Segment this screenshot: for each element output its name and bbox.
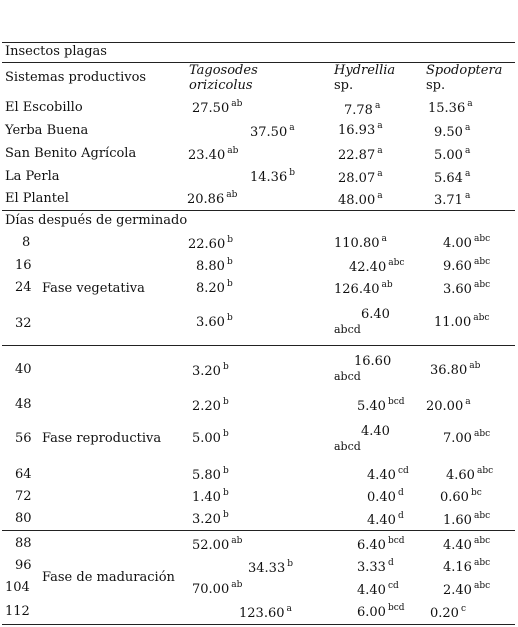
header-spodoptera: Spodoptera (426, 63, 503, 78)
system-name: La Perla (5, 169, 60, 184)
hydrellia-value: 5.40 $^{bcd}$ (357, 397, 405, 414)
rule-systems-end (2, 210, 515, 211)
tagosodes-value: 70.00 $^{ab}$ (192, 580, 243, 597)
spodoptera-value: 4.40 $^{abc}$ (443, 536, 491, 553)
hydrellia-value: 4.40 $^d$ (367, 511, 404, 528)
header-spodoptera-sp: sp. (426, 78, 446, 93)
system-name: Yerba Buena (5, 123, 89, 138)
tagosodes-value: 27.50 $^{ab}$ (192, 99, 243, 116)
spodoptera-value: 3.71 $^a$ (434, 191, 471, 208)
spodoptera-value: 1.60 $^{abc}$ (443, 511, 491, 528)
day-number: 32 (15, 316, 32, 331)
day-number: 72 (15, 489, 32, 504)
header-orizicolus: orizicolus (189, 78, 253, 93)
day-number: 88 (15, 536, 32, 551)
tagosodes-value: 2.20 $^b$ (192, 397, 229, 414)
hydrellia-value: 6.40 $^{bcd}$ (357, 536, 405, 553)
tagosodes-value: 20.86 $^{ab}$ (187, 190, 238, 207)
hydrellia-value: 110.80 $^a$ (334, 234, 387, 251)
tagosodes-value: 5.00 $^b$ (192, 429, 229, 446)
tagosodes-value: 34.33 $^b$ (248, 559, 293, 576)
hydrellia-value: 6.00 $^{bcd}$ (357, 603, 405, 620)
spodoptera-value: 2.40 $^{abc}$ (443, 581, 491, 598)
tagosodes-value: 22.60 $^b$ (188, 235, 233, 252)
hydrellia-value: 0.40 $^d$ (367, 488, 404, 505)
day-number: 16 (15, 258, 32, 273)
hydrellia-value-stacked: 16.60 abcd (334, 354, 392, 383)
spodoptera-value: 0.60 $^{bc}$ (440, 488, 482, 505)
hydrellia-value-stacked: 4.40 abcd (334, 424, 390, 453)
day-number: 64 (15, 467, 32, 482)
hydrellia-value: 126.40 $^{ab}$ (334, 280, 393, 297)
hydrellia-value: 48.00 $^a$ (338, 191, 383, 208)
tagosodes-value: 14.36 $^b$ (250, 168, 295, 185)
phase-label-vegetativa: Fase vegetativa (42, 281, 145, 296)
phase-label-maduracion: Fase de maduración (42, 570, 175, 585)
tagosodes-value: 23.40 $^{ab}$ (188, 146, 239, 163)
day-number: 48 (15, 397, 32, 412)
tagosodes-value: 37.50 $^a$ (250, 123, 295, 140)
day-number: 24 (15, 280, 32, 295)
hydrellia-value: 3.33 $^d$ (357, 558, 394, 575)
phase-label-reproductiva: Fase reproductiva (42, 431, 162, 446)
rule-top (2, 42, 515, 43)
spodoptera-value: 11.00 $^{abc}$ (434, 313, 490, 330)
system-name: San Benito Agrícola (5, 146, 137, 161)
hydrellia-value: 7.78 $^a$ (344, 101, 381, 118)
hydrellia-value: 28.07 $^a$ (338, 169, 383, 186)
day-number: 8 (22, 235, 31, 250)
spodoptera-value: 4.16 $^{abc}$ (443, 558, 491, 575)
day-number: 104 (5, 580, 30, 595)
header-insectos: Insectos plagas (5, 44, 107, 59)
day-number: 112 (5, 604, 30, 619)
spodoptera-value: 5.00 $^a$ (434, 146, 471, 163)
day-number: 80 (15, 511, 32, 526)
spodoptera-value: 15.36 $^a$ (428, 99, 473, 116)
tagosodes-value: 52.00 $^{ab}$ (192, 536, 243, 553)
spodoptera-value: 7.00 $^{abc}$ (443, 429, 491, 446)
hydrellia-value: 42.40 $^{abc}$ (349, 258, 405, 275)
rule-bottom (2, 624, 515, 625)
hydrellia-value: 22.87 $^a$ (338, 146, 383, 163)
tagosodes-value: 8.20 $^b$ (196, 279, 233, 296)
hydrellia-value: 4.40 $^{cd}$ (367, 466, 409, 483)
tagosodes-value: 8.80 $^b$ (196, 257, 233, 274)
spodoptera-value: 3.60 $^{abc}$ (443, 280, 491, 297)
tagosodes-value: 5.80 $^b$ (192, 466, 229, 483)
tagosodes-value: 3.20 $^b$ (192, 510, 229, 527)
spodoptera-value: 5.64 $^a$ (434, 169, 471, 186)
header-hydrellia-sp: sp. (334, 78, 354, 93)
header-hydrellia: Hydrellia (334, 63, 396, 78)
header-tagosodes: Tagosodes (189, 63, 258, 78)
spodoptera-value: 9.60 $^{abc}$ (443, 257, 491, 274)
header-sistemas: Sistemas productivos (5, 70, 147, 85)
rule-vegetativa-end (2, 345, 515, 346)
hydrellia-value: 4.40 $^{cd}$ (357, 581, 399, 598)
spodoptera-value: 4.00 $^{abc}$ (443, 234, 491, 251)
tagosodes-value: 1.40 $^b$ (192, 488, 229, 505)
spodoptera-value: 4.60 $^{abc}$ (446, 466, 494, 483)
system-name: El Escobillo (5, 100, 83, 115)
hydrellia-value-stacked: 6.40 abcd (334, 307, 390, 336)
tagosodes-value: 3.60 $^b$ (196, 313, 233, 330)
rule-reproductiva-end (2, 530, 515, 531)
system-name: El Plantel (5, 191, 69, 206)
day-number: 40 (15, 362, 32, 377)
spodoptera-value: 0.20 $^c$ (430, 604, 466, 621)
spodoptera-value: 20.00 $^a$ (426, 397, 471, 414)
tagosodes-value: 123.60 $^a$ (239, 604, 292, 621)
day-number: 96 (15, 558, 32, 573)
day-number: 56 (15, 431, 32, 446)
hydrellia-value: 16.93 $^a$ (338, 121, 383, 138)
spodoptera-value: 9.50 $^a$ (434, 123, 471, 140)
days-heading: Días después de germinado (5, 213, 188, 228)
tagosodes-value: 3.20 $^b$ (192, 362, 229, 379)
spodoptera-value: 36.80 $^{ab}$ (430, 361, 481, 378)
